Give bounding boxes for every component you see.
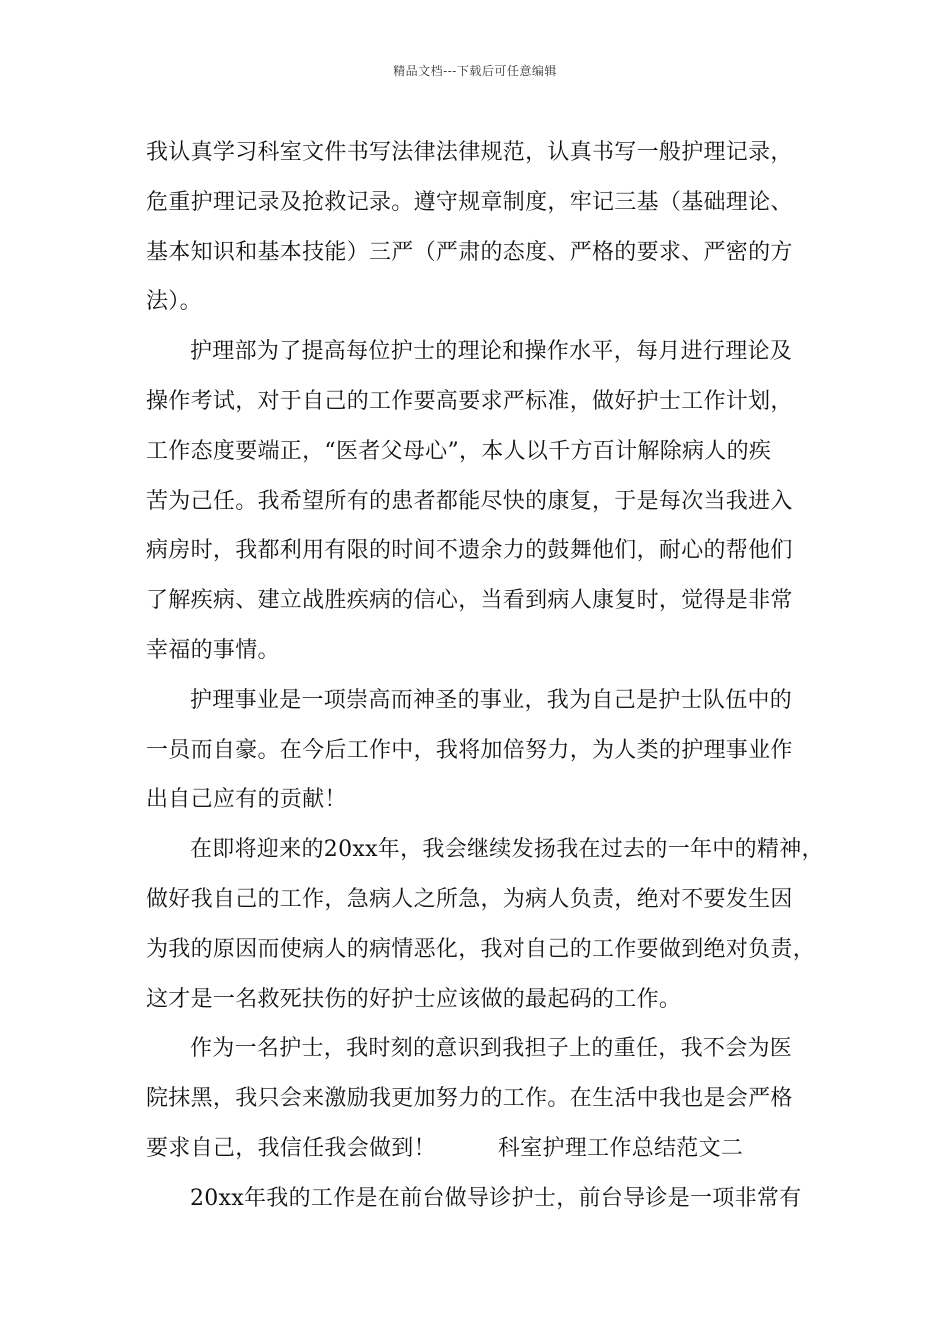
text-line: 幸福的事情。 xyxy=(146,637,280,663)
text-line: 护理部为了提高每位护士的理论和操作水平，每月进行理论及 xyxy=(190,339,793,365)
text-line: 基本知识和基本技能）三严（严肃的态度、严格的要求、严密的方 xyxy=(146,239,793,265)
text-line: 护理事业是一项崇高而神圣的事业，我为自己是护士队伍中的 xyxy=(190,687,793,713)
paragraph xyxy=(146,676,822,825)
paragraph xyxy=(146,327,822,676)
paragraph xyxy=(146,1174,822,1224)
text-line: 出自己应有的贡献！ xyxy=(146,787,347,813)
text-line: 作为一名护士，我时刻的意识到我担子上的重任，我不会为医 xyxy=(190,1036,793,1062)
page-header: 精品文档---下载后可任意编辑 xyxy=(393,64,557,78)
text-line: 操作考试，对于自己的工作要高要求严标准，做好护士工作计划， xyxy=(146,388,793,414)
text-line xyxy=(146,1124,822,1174)
paragraph xyxy=(146,128,822,327)
text-line: 20xx年我的工作是在前台做导诊护士，前台导诊是一项非常有 xyxy=(190,1185,802,1211)
text-line: 一员而自豪。在今后工作中，我将加倍努力，为人类的护理事业作 xyxy=(146,737,793,763)
section-heading: 科室护理工作总结范文二 xyxy=(497,1135,744,1161)
text-line: 病房时，我都利用有限的时间不遗余力的鼓舞他们，耐心的帮他们 xyxy=(146,538,793,564)
text-line: 这才是一名救死扶伤的好护士应该做的最起码的工作。 xyxy=(146,986,682,1012)
text-line: 法）。 xyxy=(146,289,202,315)
text-line: 做好我自己的工作，急病人之所急，为病人负责，绝对不要发生因 xyxy=(146,886,793,912)
text-segment: 要求自己，我信任我会做到！ xyxy=(146,1135,436,1161)
text-line: 了解疾病、建立战胜疾病的信心，当看到病人康复时，觉得是非常 xyxy=(146,588,793,614)
document-body xyxy=(146,128,822,1224)
text-line: 在即将迎来的20xx年，我会继续发扬我在过去的一年中的精神， xyxy=(190,837,824,863)
text-line: 我认真学习科室文件书写法律法律规范，认真书写一般护理记录， xyxy=(146,140,793,165)
text-line: 危重护理记录及抢救记录。遵守规章制度，牢记三基（基础理论、 xyxy=(146,189,793,215)
paragraph xyxy=(146,1024,822,1173)
text-line: 苦为己任。我希望所有的患者都能尽快的康复，于是每次当我进入 xyxy=(146,488,793,514)
text-line: 院抹黑，我只会来激励我更加努力的工作。在生活中我也是会严格 xyxy=(146,1086,793,1112)
text-line: 为我的原因而使病人的病情恶化，我对自己的工作要做到绝对负责， xyxy=(146,936,816,962)
paragraph xyxy=(146,825,822,1024)
text-line: 工作态度要端正，“医者父母心”，本人以千方百计解除病人的疾 xyxy=(146,438,772,464)
